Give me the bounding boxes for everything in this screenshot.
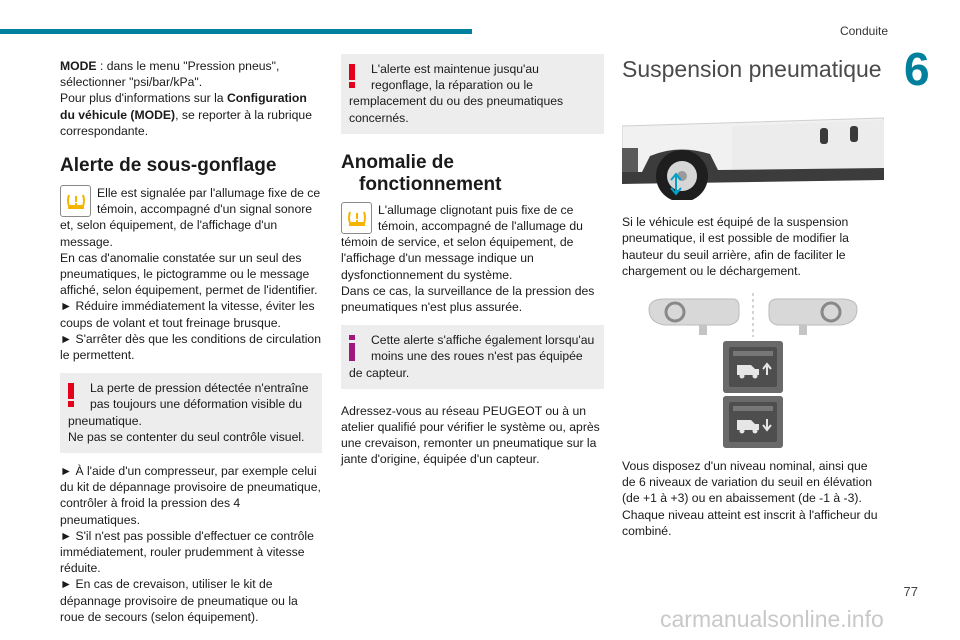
heading-air-suspension: Suspension pneumatique bbox=[622, 56, 882, 82]
step-puncture: ► En cas de crevaison, utiliser le kit de dépannage provisoire de pneumatique ou la roue de secours (selon équipement). bbox=[60, 577, 298, 624]
malfunction-line1: L'allumage clignotant puis fixe de ce bbox=[378, 202, 574, 217]
suspension-buttons bbox=[622, 341, 884, 448]
page-number: 77 bbox=[903, 584, 918, 599]
column-left bbox=[60, 58, 322, 625]
heading-underinflation: Alerte de sous-gonflage bbox=[60, 155, 277, 177]
steering-wheel-right-illustration bbox=[765, 293, 861, 337]
lower-button-icon[interactable] bbox=[723, 396, 783, 448]
exclamation-icon bbox=[68, 383, 74, 411]
mode-label: MODE bbox=[60, 59, 97, 73]
info-note-sensor bbox=[341, 325, 604, 389]
anomaly-paragraph: En cas d'anomalie constatée sur un seul des pneumatiques, le pictogramme ou le message affiché, selon équipement, permet de l'identifier. bbox=[60, 250, 318, 298]
intro-mode-paragraph bbox=[60, 58, 322, 90]
note-rest: pneumatique. bbox=[68, 413, 142, 428]
mode-text: : dans le menu "Pression pneus", sélectionner "psi/bar/kPa". bbox=[60, 59, 280, 90]
malfunction-paragraph bbox=[341, 202, 604, 283]
info-line2: moins une des roues n'est pas équipée bbox=[371, 349, 583, 364]
levels-paragraph: Vous disposez d'un niveau nominal, ainsi que de 6 niveaux de variation du seuil en élévation (de +1 à +3) ou en abaissement (de -1 à -3). Chaque niveau atteint est inscrit à l'afficheur du combiné. bbox=[622, 459, 878, 538]
config-post: , se reporter à la rubrique correspondante. bbox=[60, 107, 312, 138]
van-rear-illustration bbox=[622, 88, 884, 200]
note-line1: La perte de pression détectée n'entraîne bbox=[90, 381, 309, 396]
steering-wheel-left-illustration bbox=[645, 293, 741, 337]
step-compressor: ► À l'aide d'un compresseur, par exemple celui du kit de dépannage provisoire de pneumatique, contrôler à froid la pression des 4 pneumatiques. bbox=[60, 464, 321, 527]
step-stop: ► S'arrêter dès que les conditions de circulation le permettent. bbox=[60, 331, 321, 363]
tyre-pressure-warning-icon bbox=[341, 202, 372, 234]
heading-line1: Anomalie de bbox=[341, 151, 454, 173]
malfunction-line2: témoin, accompagné de l'allumage du bbox=[378, 219, 583, 234]
note-line2: regonflage, la réparation ou le bbox=[371, 78, 533, 93]
warning-note-alert-maintained bbox=[341, 54, 604, 134]
warning-note-pressure-loss bbox=[60, 373, 322, 453]
config-link[interactable]: Configuration du véhicule (MODE) bbox=[60, 91, 307, 122]
note-second: Ne pas se contenter du seul contrôle visuel. bbox=[68, 429, 305, 444]
malfunction-rest: témoin de service, et selon équipement, de l'affichage d'un message indique un dysfonctionnement du système. bbox=[341, 235, 574, 282]
note-rest: remplacement du ou des pneumatiques concernés. bbox=[349, 94, 564, 125]
column-middle bbox=[341, 54, 604, 468]
intro-config-paragraph bbox=[60, 90, 322, 139]
underinflation-rest: et, selon équipement, de l'affichage d'un message. bbox=[60, 218, 278, 249]
note-line2: pas toujours une déformation visible du bbox=[90, 397, 303, 412]
config-pre: Pour plus d'informations sur la bbox=[60, 91, 227, 106]
underinflation-line1: Elle est signalée par l'allumage fixe de ce bbox=[97, 186, 321, 201]
exclamation-icon bbox=[349, 64, 355, 92]
raise-button-icon[interactable] bbox=[723, 341, 783, 393]
note-line1: L'alerte est maintenue jusqu'au bbox=[371, 62, 539, 76]
divider bbox=[751, 293, 755, 337]
column-right bbox=[622, 56, 884, 539]
info-line1: Cette alerte s'affiche également lorsqu'au bbox=[371, 333, 595, 348]
intro-paragraph: Si le véhicule est équipé de la suspension pneumatique, il est possible de modifier la hauteur du seuil arrière, afin de faciliter le chargement ou le déchargement. bbox=[622, 215, 849, 278]
watermark: carmanualsonline.info bbox=[660, 606, 884, 632]
header-accent-bar bbox=[0, 29, 472, 34]
underinflation-warning-paragraph bbox=[60, 185, 322, 250]
underinflation-line2: témoin, accompagné d'un signal sonore bbox=[97, 202, 313, 217]
step-reduce-speed: ► Réduire immédiatement la vitesse, éviter les coups de volant et tout freinage brusque. bbox=[60, 299, 315, 330]
steering-wheel-controls bbox=[622, 293, 884, 337]
heading-line2: fonctionnement bbox=[359, 173, 502, 195]
info-rest: de capteur. bbox=[349, 365, 410, 380]
tyre-pressure-warning-icon bbox=[60, 185, 91, 217]
section-title: Conduite bbox=[839, 24, 888, 38]
network-paragraph: Adressez-vous au réseau PEUGEOT ou à un atelier qualifié pour vérifier le système ou, après une crevaison, remonter un pneumatique sur la jante d'origine, équipée d'un capteur. bbox=[341, 403, 600, 467]
step-drive-slowly: ► S'il n'est pas possible d'effectuer ce contrôle immédiatement, rouler prudemment à vitesse réduite. bbox=[60, 528, 314, 576]
heading-malfunction bbox=[341, 152, 604, 196]
chapter-number: 6 bbox=[904, 43, 930, 95]
info-icon bbox=[349, 335, 355, 365]
surveillance-paragraph: Dans ce cas, la surveillance de la pression des pneumatiques n'est plus assurée. bbox=[341, 283, 595, 315]
